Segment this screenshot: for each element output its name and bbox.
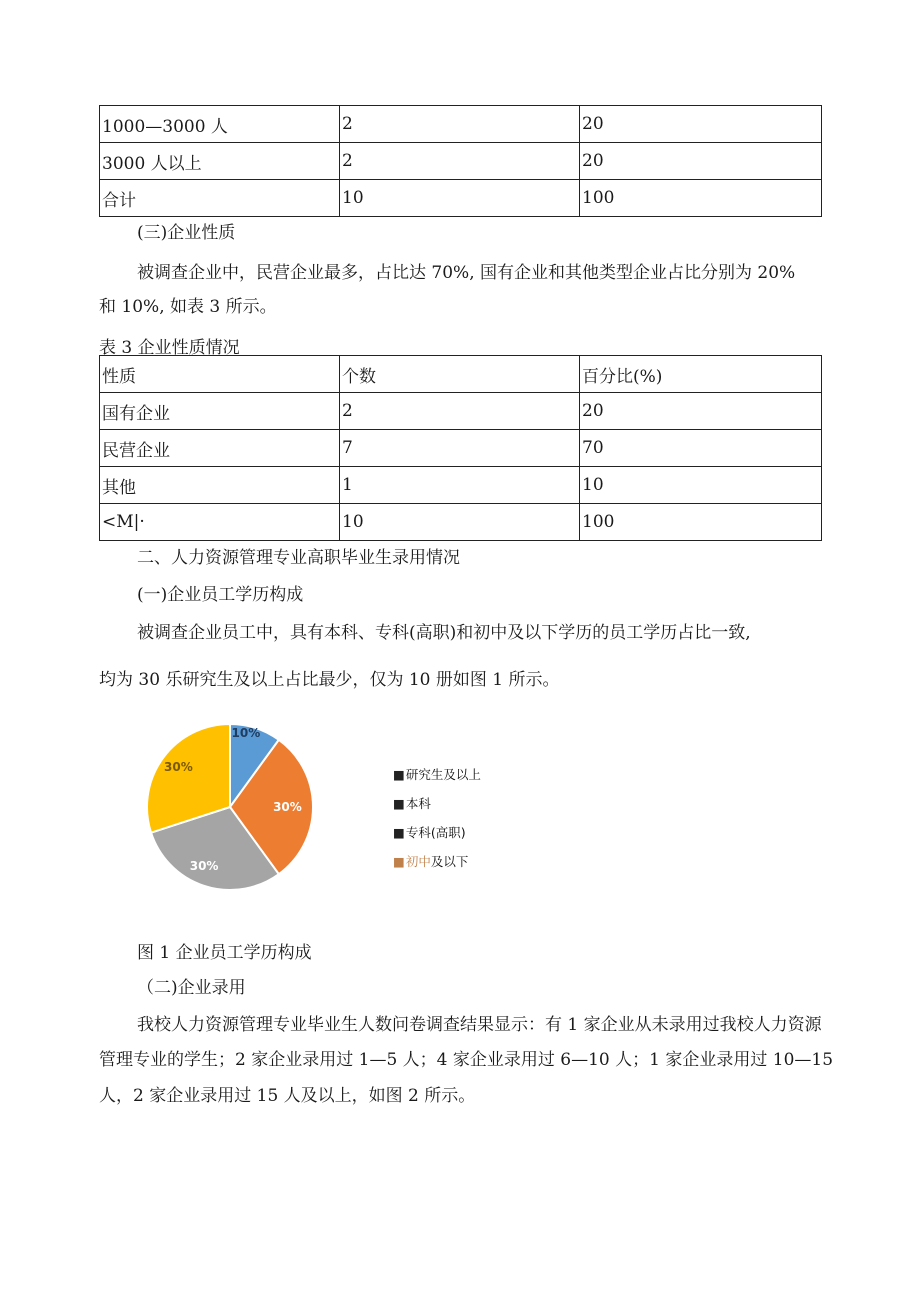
table-cell: 1000—3000 人 bbox=[100, 106, 340, 143]
table-caption: 表 3 企业性质情况 bbox=[99, 338, 240, 358]
legend-marker-icon: ■ bbox=[393, 767, 405, 782]
table-cell: 20 bbox=[580, 393, 822, 430]
paragraph-line: 均为 30 乐研究生及以上占比最少，仅为 10 册如图 1 所示。 bbox=[99, 670, 560, 690]
enterprise-nature-table bbox=[99, 355, 822, 541]
table-cell: 20 bbox=[580, 143, 822, 180]
legend-item bbox=[393, 765, 481, 783]
pie-data-label: 30% bbox=[273, 800, 302, 814]
table-cell: 3000 人以上 bbox=[100, 143, 340, 180]
table-cell: 2 bbox=[340, 393, 580, 430]
table-cell: 2 bbox=[340, 143, 580, 180]
legend-item bbox=[393, 794, 431, 812]
table-cell: 民营企业 bbox=[100, 430, 340, 467]
legend-label: 本科 bbox=[405, 796, 431, 811]
table-cell: 国有企业 bbox=[100, 393, 340, 430]
table-cell: 2 bbox=[340, 106, 580, 143]
paragraph-line: 被调查企业员工中，具有本科、专科(高职)和初中及以下学历的员工学历占比一致, bbox=[137, 623, 751, 643]
pie-data-label: 10% bbox=[231, 726, 261, 741]
table-cell: <M|· bbox=[100, 504, 340, 541]
table-cell: 20 bbox=[580, 106, 822, 143]
paragraph-line: 被调查企业中，民营企业最多，占比达 70%, 国有企业和其他类型企业占比分别为 20% bbox=[137, 263, 796, 283]
legend-item bbox=[393, 823, 466, 841]
legend-item bbox=[393, 852, 468, 870]
paragraph-line: 我校人力资源管理专业毕业生人数问卷调查结果显示：有 1 家企业从未录用过我校人力资源 bbox=[137, 1015, 822, 1035]
column-header: 性质 bbox=[100, 356, 340, 393]
table-row bbox=[100, 504, 822, 541]
table-cell: 其他 bbox=[100, 467, 340, 504]
legend-label: 专科(高职) bbox=[405, 825, 466, 840]
table-row bbox=[100, 393, 822, 430]
legend-marker-icon: ■ bbox=[393, 796, 405, 811]
table-cell: 100 bbox=[580, 504, 822, 541]
section-heading: 二、人力资源管理专业高职毕业生录用情况 bbox=[137, 548, 460, 568]
legend-marker-icon: ■ bbox=[393, 854, 405, 869]
table-cell: 7 bbox=[340, 430, 580, 467]
table-row bbox=[100, 467, 822, 504]
subsection-heading: （二)企业录用 bbox=[137, 978, 246, 998]
table-cell: 1 bbox=[340, 467, 580, 504]
column-header: 个数 bbox=[340, 356, 580, 393]
table-cell: 10 bbox=[340, 504, 580, 541]
figure-caption: 图 1 企业员工学历构成 bbox=[137, 943, 312, 963]
pie-data-label: 30% bbox=[189, 858, 219, 873]
legend-label: 及以下 bbox=[430, 854, 469, 869]
legend-label: 研究生及以上 bbox=[405, 767, 481, 782]
table-row bbox=[100, 180, 822, 217]
legend-label-colored: 初中 bbox=[405, 854, 431, 869]
table-cell: 100 bbox=[580, 180, 822, 217]
legend-marker-icon: ■ bbox=[393, 825, 405, 840]
employee-size-table bbox=[99, 105, 822, 217]
education-pie-chart bbox=[130, 712, 330, 908]
subsection-heading: (一)企业员工学历构成 bbox=[137, 585, 304, 605]
table-cell: 合计 bbox=[100, 180, 340, 217]
table-row bbox=[100, 430, 822, 467]
table-row bbox=[100, 143, 822, 180]
section-heading: (三)企业性质 bbox=[137, 223, 236, 243]
table-header-row bbox=[100, 356, 822, 393]
paragraph-line: 人，2 家企业录用过 15 人及以上，如图 2 所示。 bbox=[99, 1086, 476, 1106]
table-cell: 70 bbox=[580, 430, 822, 467]
paragraph-line: 和 10%, 如表 3 所示。 bbox=[99, 297, 277, 317]
pie-data-label: 30% bbox=[164, 759, 193, 774]
table-cell: 10 bbox=[580, 467, 822, 504]
table-cell: 10 bbox=[340, 180, 580, 217]
table-row bbox=[100, 106, 822, 143]
paragraph-line: 管理专业的学生；2 家企业录用过 1—5 人；4 家企业录用过 6—10 人；1 家企业录用过 10—15 bbox=[99, 1050, 834, 1070]
column-header: 百分比(%) bbox=[580, 356, 822, 393]
